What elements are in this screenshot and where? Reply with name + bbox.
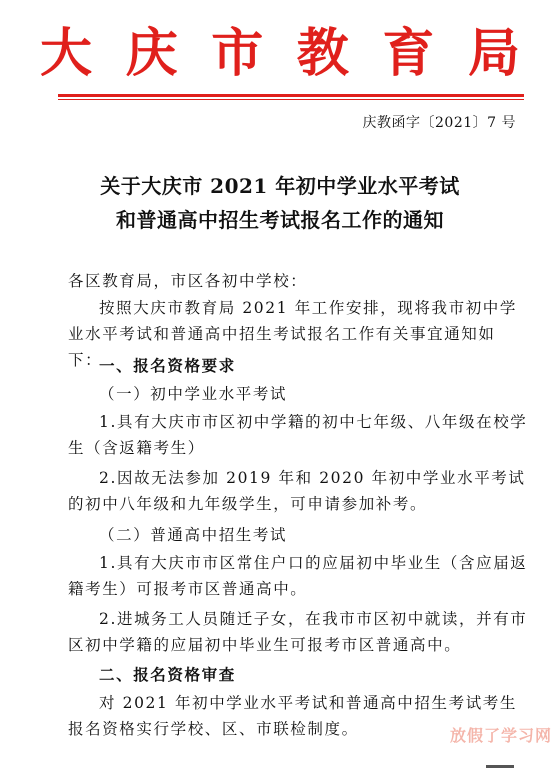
item-2-1: 1.具有大庆市市区常住户口的应届初中毕业生（含应届返籍考生）可报考市区普通高中。	[68, 554, 528, 598]
item-2-2: 2.进城务工人员随迁子女，在我市市区初中就读，并有市区初中学籍的应届初中毕业生可报考市区普通高中。	[68, 610, 528, 654]
document-title-line2: 和普通高中招生考试报名工作的通知	[116, 208, 444, 232]
masthead-char: 教	[296, 23, 349, 84]
section-heading-1: 一、报名资格要求	[99, 356, 236, 375]
subsection-heading-1: （一）初中学业水平考试	[99, 385, 288, 403]
closing-paragraph: 对 2021 年初中学业水平考试和普通高中招生考试考生报名资格实行学校、区、市联检制度。	[68, 694, 518, 738]
intro-paragraph: 按照大庆市教育局 2021 年工作安排，现将我市初中学业水平考试和普通高中招生考试报名工作有关事宜通知如下：	[68, 299, 518, 369]
masthead-rule-thick	[58, 94, 524, 97]
masthead-char: 育	[382, 23, 435, 84]
subsection-heading-2: （二）普通高中招生考试	[99, 526, 288, 544]
masthead-char: 局	[467, 23, 520, 84]
masthead-org-name	[40, 18, 520, 90]
salutation: 各区教育局，市区各初中学校：	[68, 272, 308, 290]
masthead-rule-thin	[58, 99, 524, 100]
document-title-line1: 关于大庆市 2021 年初中学业水平考试	[100, 174, 460, 198]
page-number-mark	[486, 765, 514, 768]
item-1-1: 1.具有大庆市市区初中学籍的初中七年级、八年级在校学生（含返籍考生）	[68, 413, 528, 457]
item-1-2: 2.因故无法参加 2019 年和 2020 年初中学业水平考试的初中八年级和九年级学生，可申请参加补考。	[68, 469, 526, 513]
masthead-char: 大	[40, 23, 93, 84]
section-heading-2: 二、报名资格审查	[99, 665, 236, 684]
watermark-text: 放假了学习网	[449, 726, 552, 745]
masthead-char: 庆	[125, 23, 178, 84]
masthead-char: 市	[211, 23, 264, 84]
document-number: 庆教函字〔2021〕7 号	[362, 115, 516, 131]
